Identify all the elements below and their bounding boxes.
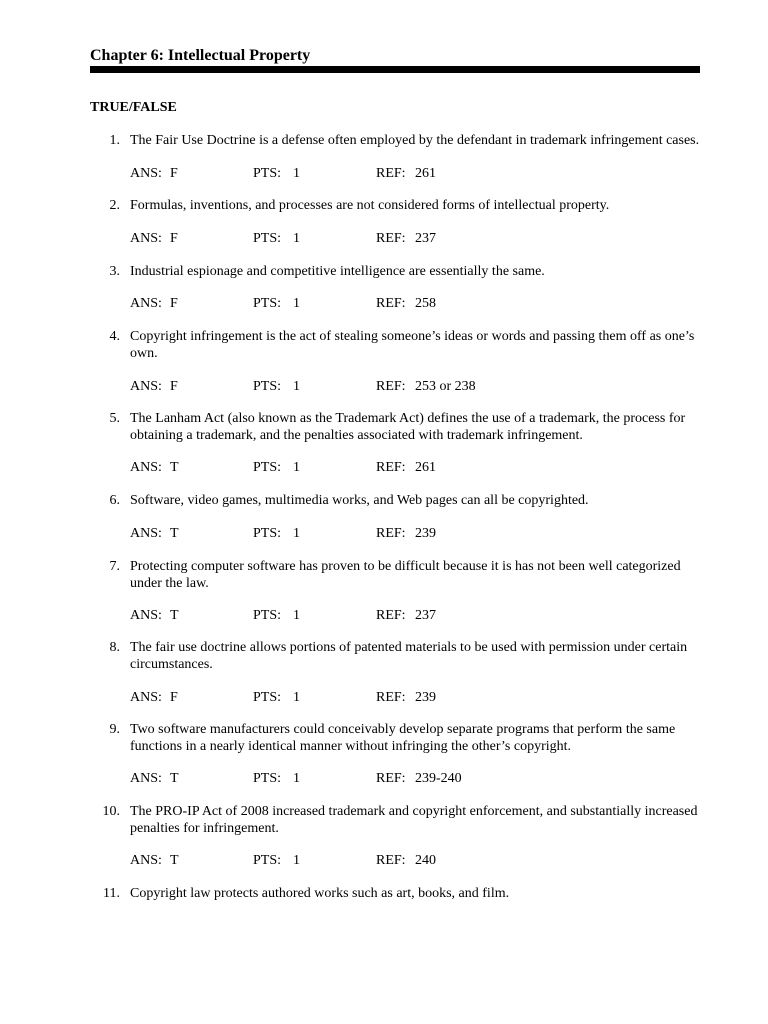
answer-line [0,525,768,543]
pts-value: 1 [293,853,300,868]
ans-label: ANS: [130,379,162,394]
pts-label: PTS: [253,166,282,181]
ref-value: 237 [415,608,436,623]
ref-label: REF: [376,166,406,181]
pts-value: 1 [293,166,300,181]
ans-label: ANS: [130,526,162,541]
question-text: Software, video games, multimedia works, and Web pages can all be copyrighted. [130,493,589,508]
question-text: The fair use doctrine allows portions of patented materials to be used with permission under certain circumstances. [130,640,688,672]
question-text: Two software manufacturers could conceivably develop separate programs that perform the same functions in a nearly identical manner without infringing the other’s copyright. [130,722,676,754]
ref-value: 239 [415,690,436,705]
question-number: 1. [109,133,120,148]
answer-line [0,607,768,625]
ref-value: 261 [415,460,436,475]
ans-label: ANS: [130,690,162,705]
ans-value: F [170,231,178,246]
ref-label: REF: [376,771,406,786]
ref-value: 261 [415,166,436,181]
answer-line [0,459,768,477]
ans-label: ANS: [130,296,162,311]
ans-label: ANS: [130,231,162,246]
ref-label: REF: [376,460,406,475]
ans-value: T [170,853,179,868]
question-number: 10. [102,804,120,819]
ref-label: REF: [376,296,406,311]
answer-line [0,689,768,707]
pts-label: PTS: [253,526,282,541]
answer-line [0,230,768,248]
pts-label: PTS: [253,231,282,246]
ans-label: ANS: [130,166,162,181]
question-number: 7. [109,559,120,574]
question-text: Protecting computer software has proven to be difficult because it is has not been well categorized under the law. [130,559,681,591]
section-heading: TRUE/FALSE [90,100,177,115]
pts-label: PTS: [253,379,282,394]
pts-value: 1 [293,379,300,394]
ref-label: REF: [376,608,406,623]
pts-label: PTS: [253,690,282,705]
question-text: The PRO-IP Act of 2008 increased trademark and copyright enforcement, and substantially increased penalties for infringement. [130,804,698,836]
question-text: The Lanham Act (also known as the Trademark Act) defines the use of a trademark, the process for obtaining a trademark, and the penalties associated with trademark infringement. [130,411,686,443]
answer-line [0,165,768,183]
question-text: Copyright law protects authored works such as art, books, and film. [130,886,510,901]
answer-line [0,770,768,788]
ans-label: ANS: [130,771,162,786]
question-text: The Fair Use Doctrine is a defense often employed by the defendant in trademark infringement cases. [130,133,700,148]
question-number: 6. [109,493,120,508]
ans-label: ANS: [130,608,162,623]
pts-value: 1 [293,771,300,786]
answer-line [0,295,768,313]
ref-value: 240 [415,853,436,868]
ref-label: REF: [376,231,406,246]
pts-label: PTS: [253,853,282,868]
ref-value: 239 [415,526,436,541]
question-number: 4. [109,329,120,344]
ref-label: REF: [376,379,406,394]
ref-label: REF: [376,853,406,868]
pts-value: 1 [293,608,300,623]
pts-value: 1 [293,690,300,705]
ans-value: F [170,296,178,311]
ans-value: F [170,379,178,394]
pts-value: 1 [293,231,300,246]
question-text: Copyright infringement is the act of stealing someone’s ideas or words and passing them off as one’s own. [130,329,695,361]
ans-value: F [170,690,178,705]
question-text: Formulas, inventions, and processes are not considered forms of intellectual property. [130,198,610,213]
ans-value: T [170,526,179,541]
pts-value: 1 [293,296,300,311]
ref-value: 237 [415,231,436,246]
pts-label: PTS: [253,460,282,475]
pts-value: 1 [293,460,300,475]
question-number: 5. [109,411,120,426]
question-text: Industrial espionage and competitive intelligence are essentially the same. [130,264,545,279]
ans-value: T [170,460,179,475]
ans-value: T [170,608,179,623]
ans-value: T [170,771,179,786]
ref-value: 253 or 238 [415,379,476,394]
answer-line [0,852,768,870]
pts-label: PTS: [253,296,282,311]
ref-value: 258 [415,296,436,311]
pts-label: PTS: [253,608,282,623]
answer-line [0,378,768,396]
ref-label: REF: [376,526,406,541]
question-number: 2. [109,198,120,213]
question-number: 9. [109,722,120,737]
ans-label: ANS: [130,853,162,868]
ref-label: REF: [376,690,406,705]
question-number: 3. [109,264,120,279]
ans-value: F [170,166,178,181]
chapter-title: Chapter 6: Intellectual Property [90,47,311,64]
question-number: 11. [103,886,120,901]
question-number: 8. [109,640,120,655]
ans-label: ANS: [130,460,162,475]
pts-label: PTS: [253,771,282,786]
pts-value: 1 [293,526,300,541]
ref-value: 239-240 [415,771,462,786]
